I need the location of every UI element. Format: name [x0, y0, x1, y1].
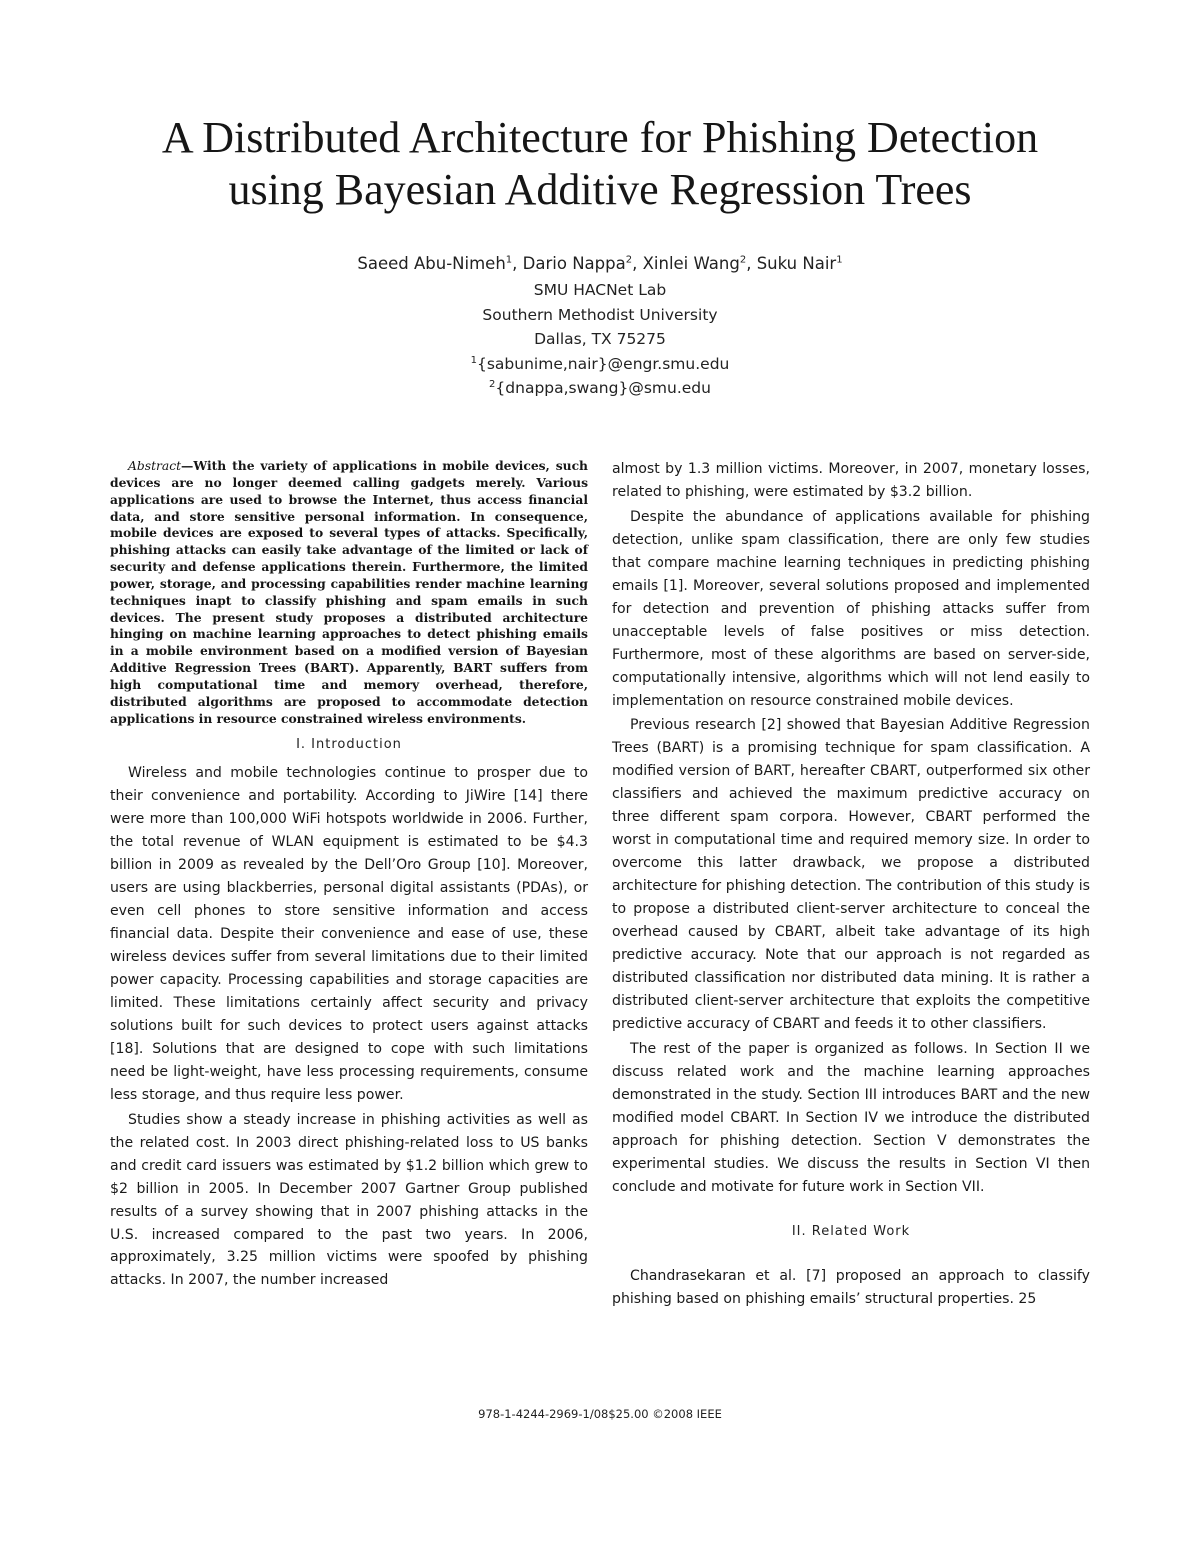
- intro-paragraph-1: Wireless and mobile technologies continue to prosper due to their convenience and portability. According to JiWire [14] there were more than 100,000 WiFi hotspots worldwide in 2006. Further, the total revenue of WLAN equipment is estimated to be $4.3 billion in 2009 as revealed by the Dell’Oro Group [10]. Moreover, users are using blackberries, personal digital assistants (PDAs), or even cell phones to store sensitive information and access financial data. Despite their convenience and ease of use, these wireless devices suffer from several limitations due to their limited power capacity. Processing capabilities and storage capacities are limited. These limitations certainly affect security and privacy solutions built for such devices to protect users against attacks [18]. Solutions that are designed to cope with such limitations need be light-weight, have less processing requirements, consume less storage, and thus require less power.: [110, 765, 588, 1103]
- affiliation-mark: 1: [836, 254, 843, 266]
- section-heading-related-work: II. Related Work: [791, 1223, 911, 1239]
- left-column: [110, 458, 588, 1292]
- abstract: [110, 458, 588, 728]
- section-heading-introduction: I. Introduction: [296, 736, 402, 752]
- university-name: Southern Methodist University: [482, 305, 718, 324]
- affiliation-mark: 2: [739, 254, 747, 266]
- related-work-paragraph-1: Chandrasekaran et al. [7] proposed an approach to classify phishing based on phishing emails’ structural properties. 25: [612, 1268, 1090, 1308]
- abstract-lead: Abstract: [128, 459, 182, 473]
- city-address: Dallas, TX 75275: [534, 330, 666, 349]
- email-line-1: $^1${sabunime,nair}@engr.smu.edu: [470, 354, 730, 373]
- right-column: [612, 458, 1090, 1311]
- author-2: Dario Nappa: [522, 254, 626, 273]
- author-4: Suku Nair: [756, 254, 837, 273]
- intro-paragraph-3: Despite the abundance of applications available for phishing detection, unlike spam classification, there are only few studies that compare machine learning techniques in predicting phishing emails [1]. Moreover, several solutions proposed and implemented for detection and prevention of phishing attacks suffer from unacceptable levels of false positives or miss detection. Furthermore, most of these algorithms are based on server-side, computationally intensive, algorithms which will not lend easily to implementation on resource constrained mobile devices.: [612, 508, 1090, 709]
- author-3: Xinlei Wang: [642, 254, 740, 273]
- intro-paragraph-2-continued: almost by 1.3 million victims. Moreover, in 2007, monetary losses, related to phishing, were estimated by $3.2 billion.: [612, 461, 1090, 500]
- intro-paragraph-5: The rest of the paper is organized as follows. In Section II we discuss related work and the machine learning approaches demonstrated in the study. Section III introduces BART and the new modified model CBART. In Section IV we introduce the distributed approach for phishing detection. Section V demonstrates the experimental studies. We discuss the results in Section VI then conclude and motivate for future work in Section VII.: [612, 1040, 1090, 1195]
- intro-paragraph-4: Previous research [2] showed that Bayesian Additive Regression Trees (BART) is a promising technique for spam classification. A modified version of BART, hereafter CBART, outperformed six other classifiers and achieved the maximum predictive accuracy on three different spam corpora. However, CBART performed the worst in computational time and required memory size. In order to overcome this latter drawback, we propose a distributed architecture for phishing detection. The contribution of this study is to propose a distributed client-server architecture to conceal the overhead caused by CBART, albeit take advantage of its high predictive accuracy. Note that our approach is not regarded as distributed classification nor distributed data mining. It is rather a distributed client-server architecture that exploits the competitive predictive accuracy of CBART and feeds it to other classifiers.: [612, 717, 1090, 1032]
- copyright-footer: 978-1-4244-2969-1/08$25.00 ©2008 IEEE: [478, 1407, 722, 1421]
- affiliation-mark: 2: [625, 254, 633, 266]
- paper-title: [60, 112, 1140, 216]
- lab-name: SMU HACNet Lab: [533, 281, 667, 299]
- title-line-2: using Bayesian Additive Regression Trees: [228, 165, 972, 214]
- author-1: Saeed Abu-Nimeh: [357, 254, 506, 273]
- abstract-text: —With the variety of applications in mobile devices, such devices are no longer deemed calling gadgets merely. Various applications are used to browse the Internet, thus access financial data, and store sensitive personal information. In consequence, mobile devices are exposed to several types of attacks. Specifically, phishing attacks can easily take advantage of the limited or lack of security and defense applications therein. Furthermore, the limited power, storage, and processing capabilities render machine learning techniques inapt to classify phishing and spam emails in such devices. The present study proposes a distributed architecture hinging on machine learning approaches to detect phishing emails in a mobile environment based on a modified version of Bayesian Additive Regression Trees (BART). Apparently, BART suffers from high computational time and memory overhead, therefore, distributed algorithms are proposed to accommodate detection applications in resource constrained wireless environments.: [110, 458, 588, 726]
- author-names: Saeed Abu-Nimeh$^1$, Dario Nappa$^2$, Xinlei Wang$^2$, Suku Nair$^1$: [357, 254, 843, 273]
- intro-paragraph-2: Studies show a steady increase in phishing activities as well as the related cost. In 2003 direct phishing-related loss to US banks and credit card issuers was estimated by $1.2 billion which grew to $2 billion in 2005. In December 2007 Gartner Group published results of a survey showing that in 2007 phishing attacks in the U.S. increased compared to the past two years. In 2006, approximately, 3.25 million victims were spoofed by phishing attacks. In 2007, the number increased: [110, 1111, 588, 1289]
- email-line-2: $^2${dnappa,swang}@smu.edu: [489, 379, 711, 398]
- author-block: [200, 250, 1000, 401]
- affiliation-mark: 1: [505, 254, 513, 266]
- title-line-1: A Distributed Architecture for Phishing Detection: [161, 113, 1039, 162]
